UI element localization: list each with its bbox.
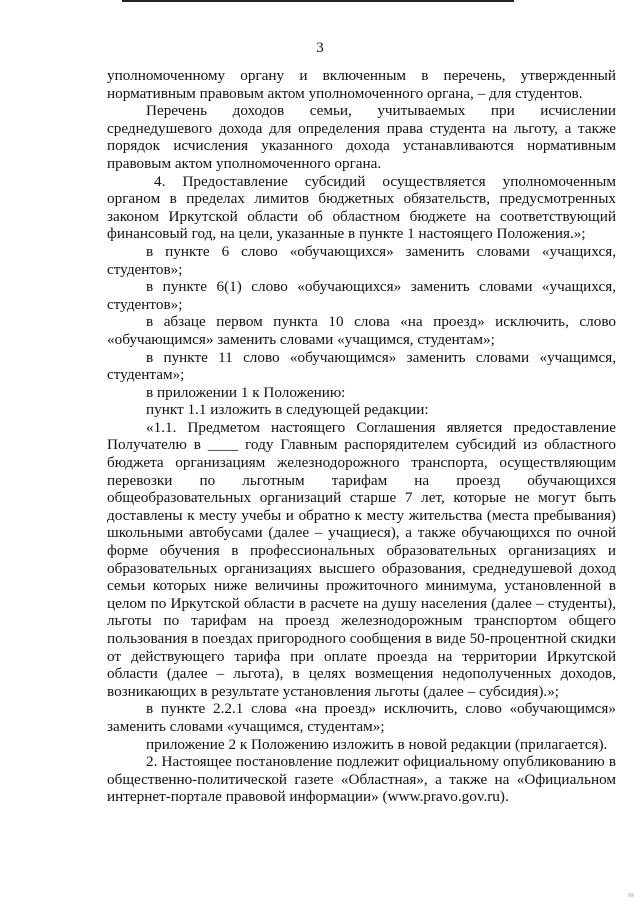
paragraph: пункт 1.1 изложить в следующей редакции: bbox=[146, 401, 429, 419]
paragraph: в приложении 1 к Положению: bbox=[146, 383, 346, 401]
paragraph: 4. Предоставление субсидий осуществляется уполномоченным органом в пределах лимитов бюджетных обязательств, предусмотренных законом Иркутской области об областном бюджете на соответствующий финансовый год, на цели, указанные в пункте 1 настоящего Положения.»; bbox=[107, 172, 616, 243]
paragraph: Перечень доходов семьи, учитываемых при исчислении среднедушевого дохода для определения права студента на льготу, а также порядок исчисления указанного дохода устанавливаются нормативным правовым актом уполномоченного органа. bbox=[107, 102, 616, 172]
paragraph: приложение 2 к Положению изложить в новой редакции (прилагается). bbox=[146, 735, 608, 753]
paragraph: уполномоченному органу и включенным в перечень, утвержденный нормативным правовым актом уполномоченного органа, – для студентов. bbox=[107, 67, 616, 102]
paragraph: в пункте 6(1) слово «обучающихся» заменить словами «учащихся, студентов»; bbox=[107, 278, 616, 313]
paragraph: в пункте 2.2.1 слова «на проезд» исключить, слово «обучающимся» заменить словами «учащимся, студентам»; bbox=[107, 700, 616, 735]
paragraph: в абзаце первом пункта 10 слова «на проезд» исключить, слово «обучающимся» заменить словами «учащимся, студентам»; bbox=[107, 313, 616, 348]
scan-mark bbox=[628, 893, 634, 897]
document-body bbox=[107, 67, 616, 806]
paragraph: «1.1. Предметом настоящего Соглашения является предоставление Получателю в ____ году Главным распорядителем субсидий из областного бюджета организациям железнодорожного транспорта, осуществляющим перевозки по льготным тарифам на проезд обучающихся общеобразовательных организаций старше 7 лет, которые не могут быть доставлены к месту учебы и обратно к месту жительства (места пребывания) школьными автобусами (далее – учащиеся), а также обучающихся по очной форме обучения в профессиональных образовательных организациях и образовательных организациях высшего образования, среднедушевой доход семьи которых ниже величины прожиточного минимума, установленной в целом по Иркутской области в расчете на душу населения (далее – студенты), льготы по тарифам на проезд железнодорожным транспортом общего пользования в поездах пригородного сообщения в виде 50-процентной скидки от действующего тарифа при оплате проезда на территории Иркутской области (далее – льгота), в целях возмещения недополученных доходов, возникающих в результате установления льготы (далее – субсидия).»; bbox=[107, 418, 616, 700]
page-number: 3 bbox=[316, 40, 324, 56]
top-rule bbox=[122, 0, 514, 2]
paragraph: в пункте 11 слово «обучающимся» заменить словами «учащимся, студентам»; bbox=[107, 348, 616, 384]
paragraph: в пункте 6 слово «обучающихся» заменить словами «учащихся, студентов»; bbox=[107, 242, 616, 278]
paragraph: 2. Настоящее постановление подлежит официальному опубликованию в общественно-политической газете «Областная», а также на «Официальном интернет-портале правовой информации» (www.pravo.gov.ru). bbox=[107, 753, 616, 806]
